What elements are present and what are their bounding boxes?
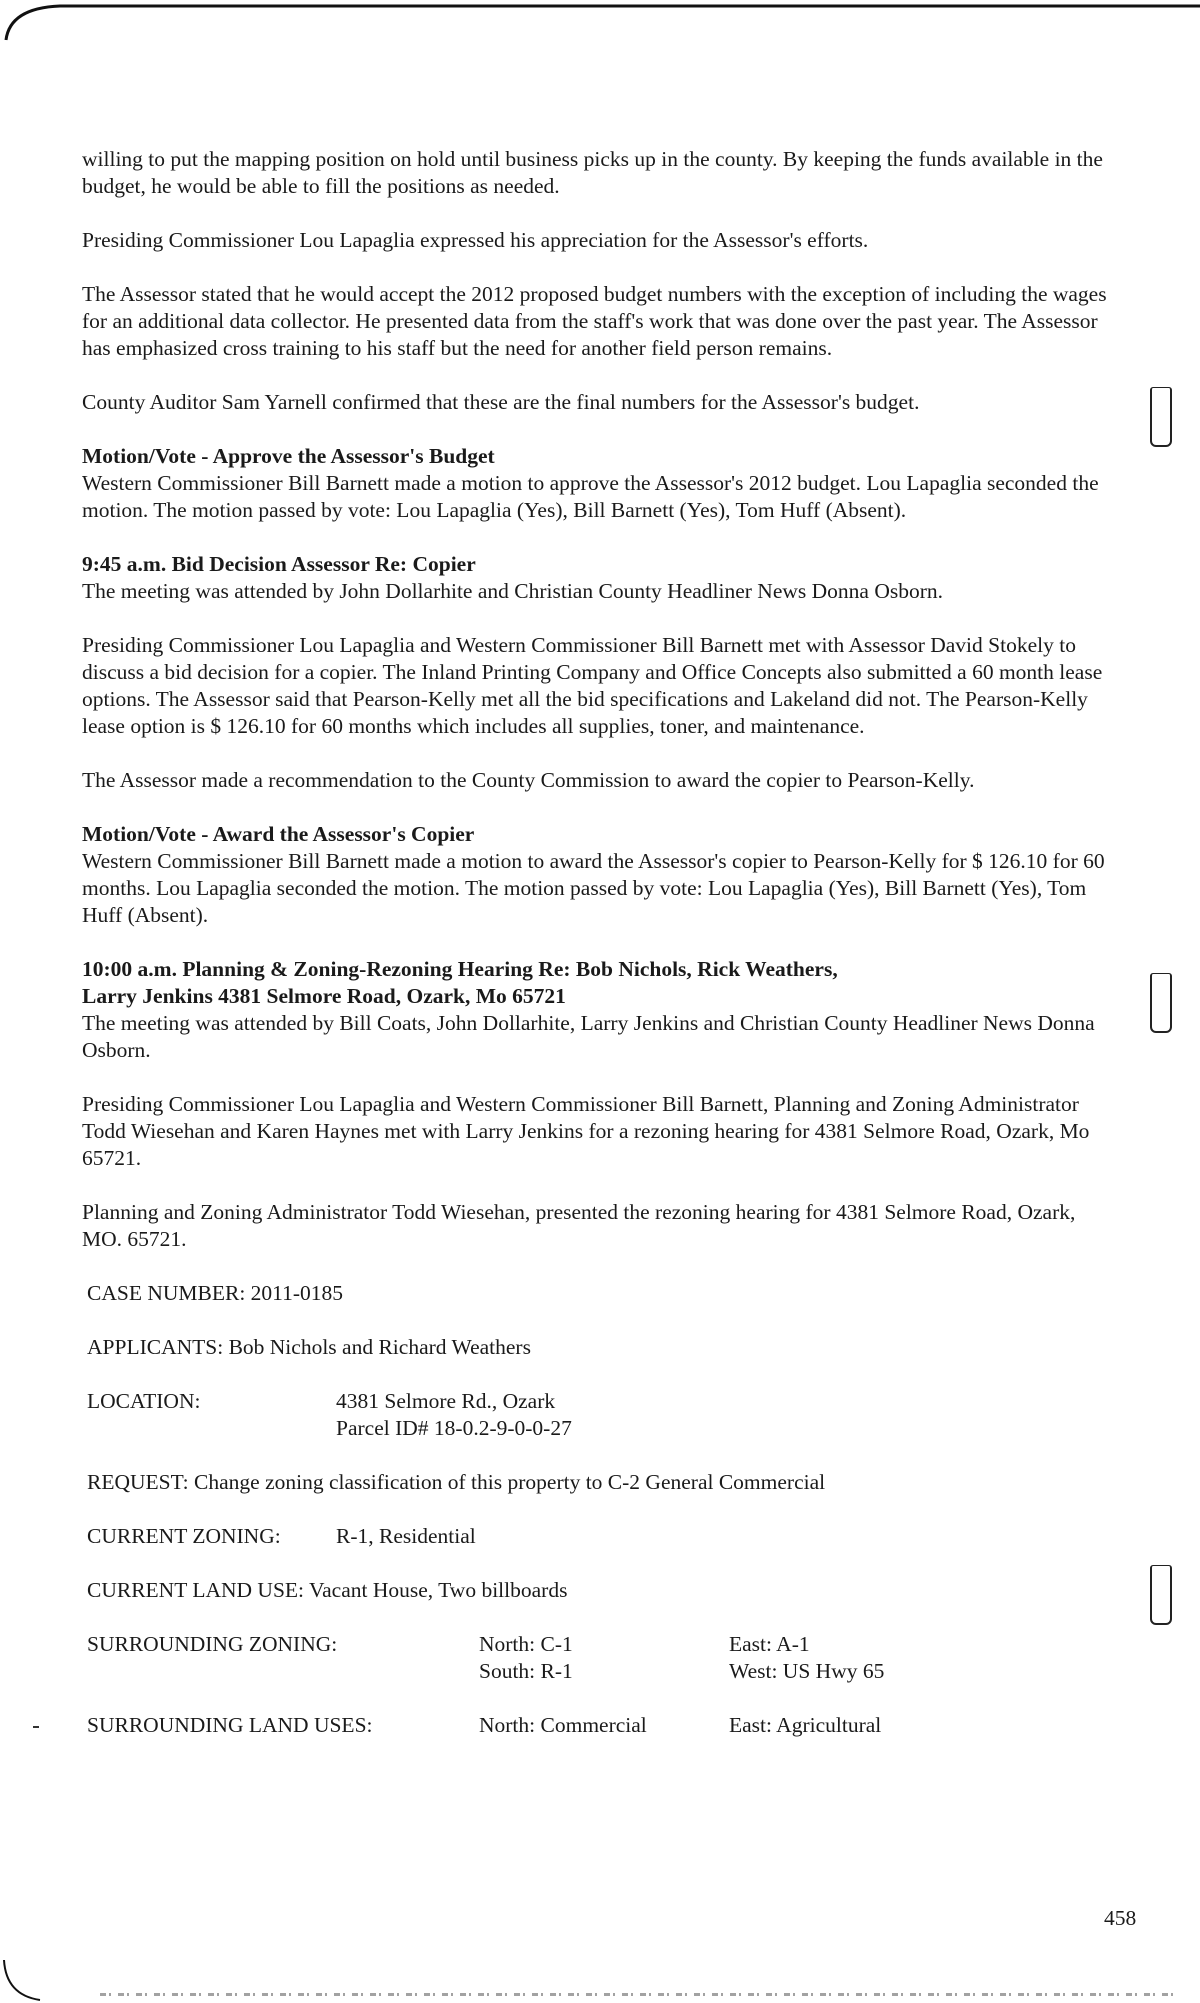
paragraph-mapping-position: willing to put the mapping position on hold until business picks up in the county. By keeping the funds available in the budget, he would be able to fill the positions as needed. [82, 147, 1103, 198]
current-zoning-label: CURRENT ZONING: [87, 1524, 281, 1548]
case-details [82, 1280, 1112, 1739]
current-land-use: CURRENT LAND USE: Vacant House, Two billboards [87, 1578, 568, 1602]
heading-rezoning-hearing-line2: Larry Jenkins 4381 Selmore Road, Ozark, Mo 65721 [82, 984, 566, 1008]
paragraph-rezoning-participants: Presiding Commissioner Lou Lapaglia and Western Commissioner Bill Barnett, Planning and Zoning Administrator Todd Wiesehan and Karen Haynes met with Larry Jenkins for a rezoning hearing for 4381 Selmore Road, Ozark, Mo 65721. [82, 1092, 1090, 1170]
case-number: CASE NUMBER: 2011-0185 [87, 1281, 344, 1305]
location-row [87, 1388, 1112, 1442]
margin-dash-mark [33, 1726, 39, 1728]
paragraph-appreciation: Presiding Commissioner Lou Lapaglia expressed his appreciation for the Assessor's efforts. [82, 228, 869, 252]
applicants: APPLICANTS: Bob Nichols and Richard Weathers [87, 1335, 531, 1359]
paragraph-motion-approve-budget: Western Commissioner Bill Barnett made a motion to approve the Assessor's 2012 budget. Lou Lapaglia seconded the motion. The motion passed by vote: Lou Lapaglia (Yes), Bill Barnett (Yes), Tom Huff (Absent). [82, 471, 1099, 522]
paragraph-assessor-budget: The Assessor stated that he would accept the 2012 proposed budget numbers with the exception of including the wages for an additional data collector. He presented data from the staff's work that was done over the past year. The Assessor has emphasized cross training to his staff but the need for another field person remains. [82, 282, 1107, 360]
paragraph-copier-bid-discussion: Presiding Commissioner Lou Lapaglia and Western Commissioner Bill Barnett met with Assessor David Stokely to discuss a bid decision for a copier. The Inland Printing Company and Office Concepts also submitted a 60 month lease options. The Assessor said that Pearson-Kelly met all the bid specifications and Lakeland did not. The Pearson-Kelly lease option is $ 126.10 for 60 months which includes all supplies, toner, and maintenance. [82, 633, 1103, 738]
surrounding-zoning-row [87, 1631, 1112, 1685]
surrounding-zoning-west: West: US Hwy 65 [729, 1659, 885, 1683]
paragraph-copier-recommendation: The Assessor made a recommendation to the County Commission to award the copier to Pearson-Kelly. [82, 768, 975, 792]
paragraph-copier-attendance: The meeting was attended by John Dollarhite and Christian County Headliner News Donna Osborn. [82, 579, 944, 603]
heading-rezoning-hearing-line1: 10:00 a.m. Planning & Zoning-Rezoning Hearing Re: Bob Nichols, Rick Weathers, [82, 957, 838, 981]
paragraph-rezoning-presentation: Planning and Zoning Administrator Todd Wiesehan, presented the rezoning hearing for 4381 Selmore Road, Ozark, MO. 65721. [82, 1200, 1076, 1251]
request: REQUEST: Change zoning classification of this property to C-2 General Commercial [87, 1470, 826, 1494]
minutes-body [82, 146, 1112, 1766]
location-parcel-id: Parcel ID# 18-0.2-9-0-0-27 [336, 1416, 572, 1440]
current-zoning-value: R-1, Residential [336, 1524, 476, 1548]
scan-edge-artifact [100, 1993, 1180, 1996]
heading-motion-award-copier: Motion/Vote - Award the Assessor's Copier [82, 822, 475, 846]
paragraph-auditor-confirmation: County Auditor Sam Yarnell confirmed that these are the final numbers for the Assessor's budget. [82, 390, 920, 414]
margin-bracket-mark [1150, 387, 1172, 447]
heading-bid-decision-copier: 9:45 a.m. Bid Decision Assessor Re: Copier [82, 552, 476, 576]
paragraph-rezoning-attendance: The meeting was attended by Bill Coats, John Dollarhite, Larry Jenkins and Christian County Headliner News Donna Osborn. [82, 1011, 1095, 1062]
heading-motion-approve-budget: Motion/Vote - Approve the Assessor's Budget [82, 444, 495, 468]
surrounding-land-uses-east: East: Agricultural [729, 1713, 882, 1737]
page-number: 458 [1104, 1906, 1137, 1930]
surrounding-zoning-south: South: R-1 [479, 1659, 573, 1683]
surrounding-land-uses-label: SURROUNDING LAND USES: [87, 1713, 373, 1737]
margin-bracket-mark [1150, 973, 1172, 1033]
surrounding-zoning-north: North: C-1 [479, 1632, 573, 1656]
surrounding-land-uses-row [87, 1712, 1112, 1739]
margin-bracket-mark [1150, 1565, 1172, 1625]
surrounding-land-uses-north: North: Commercial [479, 1713, 647, 1737]
surrounding-zoning-east: East: A-1 [729, 1632, 810, 1656]
location-label: LOCATION: [87, 1389, 201, 1413]
current-zoning-row [87, 1523, 1112, 1550]
paragraph-motion-award-copier: Western Commissioner Bill Barnett made a motion to award the Assessor's copier to Pearson-Kelly for $ 126.10 for 60 months. Lou Lapaglia seconded the motion. The motion passed by vote: Lou Lapaglia (Yes), Bill Barnett (Yes), Tom Huff (Absent). [82, 849, 1105, 927]
surrounding-zoning-label: SURROUNDING ZONING: [87, 1632, 338, 1656]
location-address: 4381 Selmore Rd., Ozark [336, 1389, 556, 1413]
